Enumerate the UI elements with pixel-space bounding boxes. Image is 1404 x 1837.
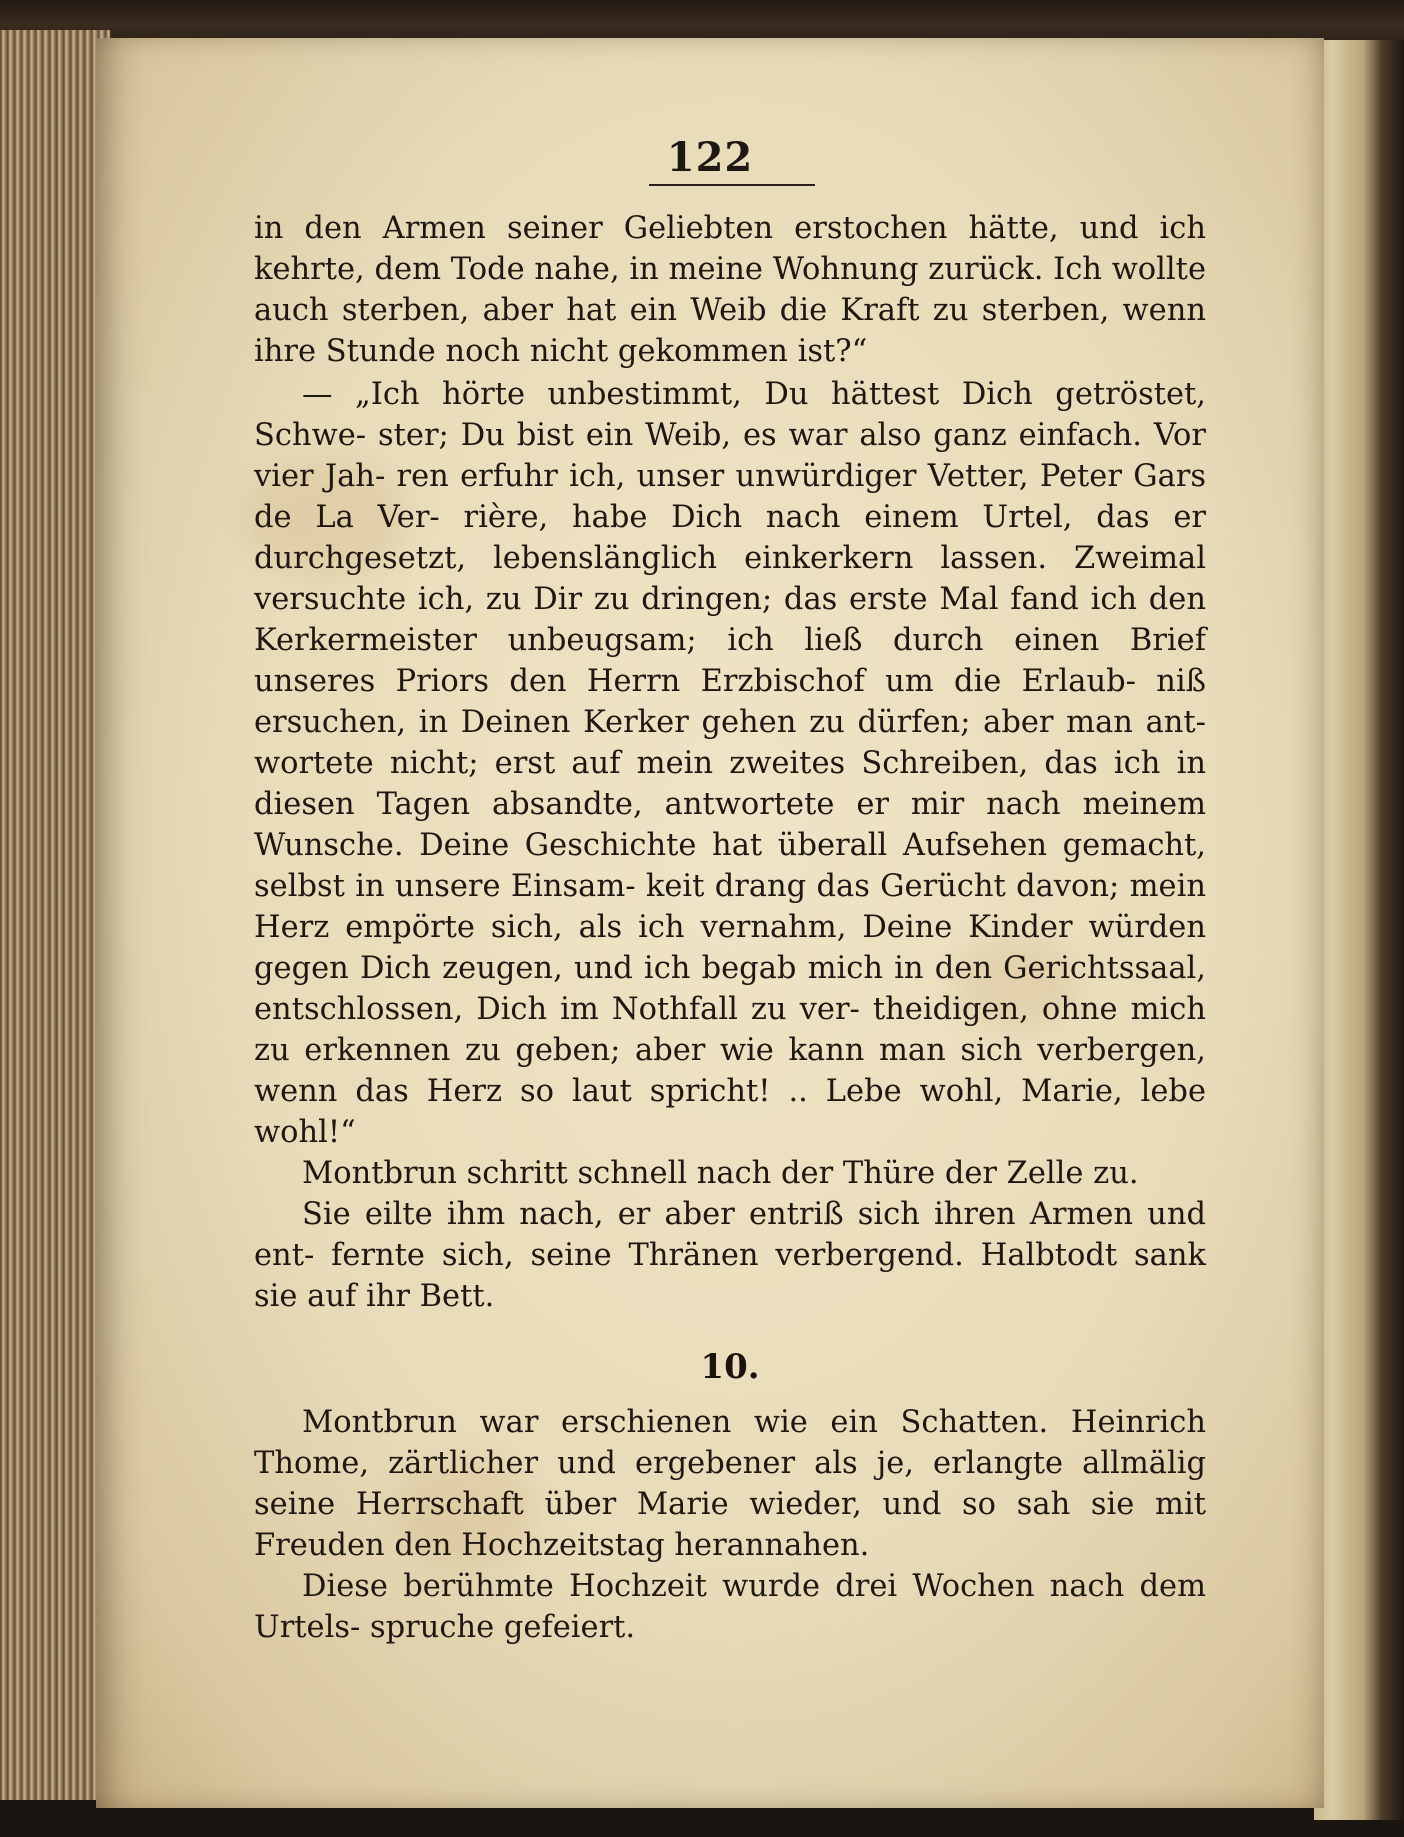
paragraph: Montbrun war erschienen wie ein Schatten. Heinrich Thome, zärtlicher und ergebener als je, erlangte allmälig seine Herrschaft über Marie wieder, und so sah sie mit Freuden den Hochzeitstag herannahen. (254, 1405, 1206, 1563)
page-number-rule (649, 184, 815, 186)
page-number: 122 (666, 134, 754, 181)
section-heading: 10. (700, 1347, 760, 1387)
right-page-edge (1314, 40, 1404, 1820)
paragraph: Diese berühmte Hochzeit wurde drei Wochen nach dem Urtels- spruche gefeiert. (254, 1569, 1206, 1645)
book-page (96, 38, 1324, 1808)
body-text (254, 208, 1206, 1648)
paragraph: in den Armen seiner Geliebten erstochen hätte, und ich kehrte, dem Tode nahe, in meine Wohnung zurück. Ich wollte auch sterben, aber hat ein Weib die Kraft zu sterben, wenn ihre Stunde noch nicht gekommen ist?“ (254, 211, 1206, 369)
paragraph: Sie eilte ihm nach, er aber entriß sich ihren Armen und ent- fernte sich, seine Thränen verbergend. Halbtodt sank sie auf ihr Bett. (254, 1197, 1206, 1314)
paragraph: Montbrun schritt schnell nach der Thüre der Zelle zu. (302, 1156, 1139, 1191)
paragraph: — „Ich hörte unbestimmt, Du hättest Dich getröstet, Schwe- ster; Du bist ein Weib, es war also ganz einfach. Vor vier Jah- ren erfuhr ich, unser unwürdiger Vetter, Peter Gars de La Ver- rière, habe Dich nach einem Urtel, das er durchgesetzt, lebenslänglich einkerkern lassen. Zweimal versuchte ich, zu Dir zu dringen; das erste Mal fand ich den Kerkermeister unbeugsam; ich ließ durch einen Brief unseres Priors den Herrn Erzbischof um die Erlaub- niß ersuchen, in Deinen Kerker gehen zu dürfen; aber man ant- wortete nicht; erst auf mein zweites Schreiben, das ich in diesen Tagen absandte, antwortete er mir nach meinem Wunsche. Deine Geschichte hat überall Aufsehen gemacht, selbst in unsere Einsam- keit drang das Gerücht davon; mein Herz empörte sich, als ich vernahm, Deine Kinder würden gegen Dich zeugen, und ich begab mich in den Gerichtssaal, entschlossen, Dich im Nothfall zu ver- theidigen, ohne mich zu erkennen zu geben; aber wie kann man sich verbergen, wenn das Herz so laut spricht! .. Lebe wohl, Marie, lebe wohl!“ (254, 377, 1206, 1150)
